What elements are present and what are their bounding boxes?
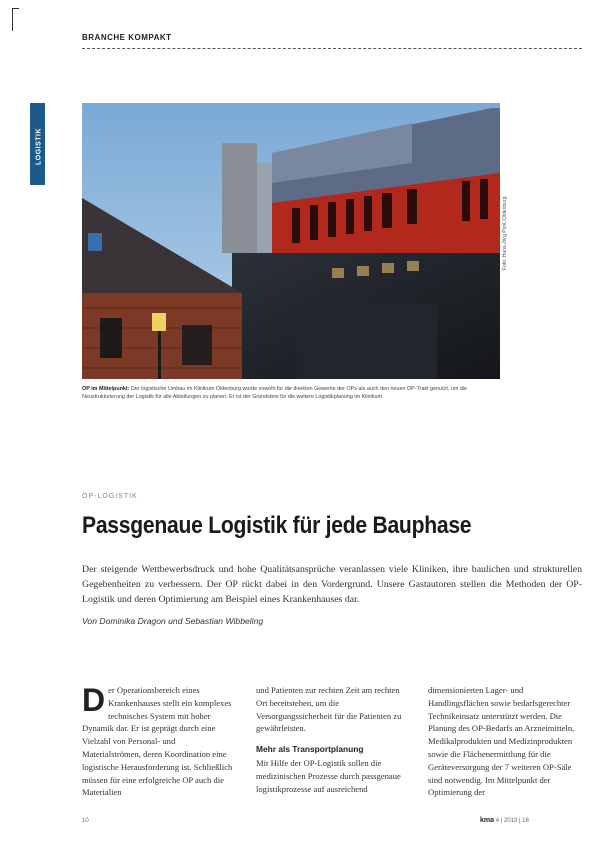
photo-building-icon [82, 103, 500, 379]
issue-info: 4 | 2013 | 18 [495, 818, 529, 824]
body-text: und Patienten zur rechten Zeit am rechten Ort bereitstehen, um die Versorgungssicherheit für die Patienten zu gewährleisten. [256, 685, 402, 734]
article-kicker: OP-LOGISTIK [82, 493, 138, 500]
body-column-3 [428, 684, 582, 799]
body-text: er Operationsbereich eines Krankenhauses stellt ein komplexes technisches System mit hoher Dynamik dar. Er ist geprägt durch eine Vielzahl von Personal- und Materialströmen, deren Koordination eine logistische Herausforderung ist. Schließlich müssen für eine erfolgreiche OP auch die Materialien [82, 685, 233, 798]
category-tab [30, 103, 45, 185]
category-tab-label: LOGISTIK [35, 127, 43, 166]
body-text: Mit Hilfe der OP-Logistik sollen die medizinischen Prozesse durch passgenaue logistikprozesse auf ausreichend [256, 757, 401, 794]
article-lead: Der steigende Wettbewerbsdruck und hohe Qualitätsansprüche veranlassen viele Kliniken, ihre baulichen und strukturellen Gegebenheiten zu verbessern. Der OP rückt dabei in den Vordergrund. Unsere Gastautoren stellen die Methoden der OP-Logistik und deren Optimierung am Beispiel eines Krankenhauses dar. [82, 564, 582, 606]
header-rule [82, 48, 582, 49]
caption-lead: OP im Mittelpunkt: [82, 386, 130, 392]
subheading: Mehr als Transportplanung [256, 744, 364, 755]
photo-credit: Foto: Hans-Jörg Pohl, Oldenburg [502, 196, 508, 270]
body-column-2 [256, 684, 410, 795]
article-photo [82, 103, 500, 379]
section-label: BRANCHE KOMPAKT [82, 33, 172, 42]
article-title: Passgenaue Logistik für jede Bauphase [82, 512, 472, 539]
drop-cap: D [82, 682, 106, 718]
footer-magazine [480, 817, 529, 824]
body-text: dimensionierten Lager- und Handlingsflächen sowie bedarfsgerechter Technikeinsatz unterstützt werden. Die Planung des OP-Bedarfs an Arzneimitteln, Medikalprodukten und Medizinprodukten sowie die Flächenermittlung für die Geräteversorgung der 7 weiteren OP-Säle sind notwendig. Im Mittelpunkt der Optimierung der [428, 685, 575, 798]
page-number: 10 [82, 818, 89, 824]
magazine-name: kma [480, 817, 495, 824]
crop-mark [12, 8, 19, 31]
caption-text: Der logistische Umbau im Klinikum Oldenburg wurde sowohl für die direkten Gewerke der OPs als auch den neuen OP-Trakt genutzt, um die Neustrukturierung der Logistik für alle Abteilungen zu planen. Er ist der Grundstein für die weitere Logistikplanung im Klinikum. [82, 386, 468, 400]
article-byline: Von Dominika Dragon und Sebastian Wibbeling [82, 616, 264, 626]
body-column-1 [82, 684, 236, 799]
photo-caption [82, 386, 500, 401]
